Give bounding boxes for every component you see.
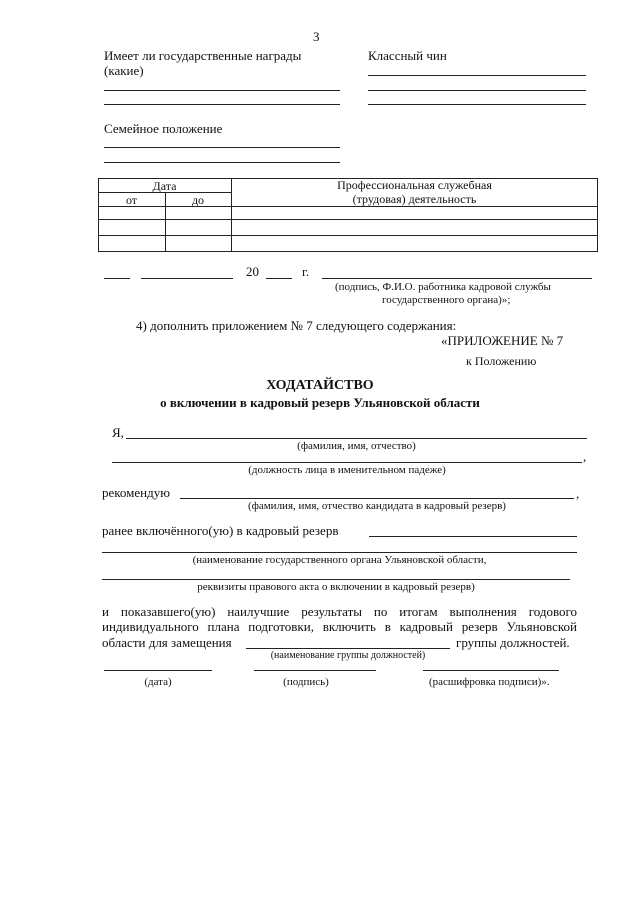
org-line bbox=[102, 552, 577, 553]
paragraph-line-3-end: группы должностей. bbox=[456, 635, 570, 650]
org-caption: (наименование государственного органа Ульяновской области, bbox=[192, 554, 487, 566]
fio-caption: (фамилия, имя, отчество) bbox=[297, 440, 416, 452]
act-caption: реквизиты правового акта о включении в кадровый резерв) bbox=[197, 581, 475, 593]
table-to-header: до bbox=[191, 193, 205, 207]
class-rank-label: Классный чин bbox=[368, 48, 447, 63]
table-row-line-2 bbox=[98, 235, 598, 236]
awards-label-sub: (какие) bbox=[104, 63, 144, 78]
hr-signature-caption-2: государственного органа)»; bbox=[382, 294, 511, 306]
awards-line-2 bbox=[104, 104, 340, 105]
day-line bbox=[104, 278, 130, 279]
position-line bbox=[112, 462, 582, 463]
candidate-line bbox=[180, 498, 574, 499]
hr-signature-caption-1: (подпись, Ф.И.О. работника кадровой службы bbox=[335, 281, 551, 293]
table-activity-header: Профессиональная служебная bbox=[337, 178, 492, 192]
decoding-caption: (расшифровка подписи)». bbox=[429, 676, 550, 688]
month-line bbox=[141, 278, 233, 279]
included-line bbox=[369, 536, 577, 537]
year-suffix: г. bbox=[302, 264, 310, 279]
candidate-comma: , bbox=[576, 486, 580, 501]
year-prefix: 20 bbox=[246, 264, 259, 279]
i-label: Я, bbox=[112, 425, 124, 440]
included-label: ранее включённого(ую) в кадровый резерв bbox=[102, 523, 339, 538]
document-subtitle: о включении в кадровый резерв Ульяновской области bbox=[160, 395, 480, 410]
to-regulation-label: к Положению bbox=[466, 354, 537, 368]
appendix-label: «ПРИЛОЖЕНИЕ № 7 bbox=[441, 333, 564, 348]
date-line bbox=[104, 670, 212, 671]
act-line bbox=[102, 579, 570, 580]
recommend-label: рекомендую bbox=[102, 485, 170, 500]
awards-line-1 bbox=[104, 90, 340, 91]
group-caption: (наименование группы должностей) bbox=[270, 650, 426, 661]
paragraph-line-2: индивидуального плана подготовки, включить в кадровый резерв Ульяновской bbox=[102, 619, 577, 634]
class-rank-line-1 bbox=[368, 75, 586, 76]
document-title: ХОДАТАЙСТВО bbox=[266, 378, 374, 393]
candidate-caption: (фамилия, имя, отчество кандидата в кадровый резерв) bbox=[248, 500, 506, 512]
family-line-2 bbox=[104, 162, 340, 163]
family-label: Семейное положение bbox=[104, 121, 223, 136]
class-rank-line-3 bbox=[368, 104, 586, 105]
page-number: 3 bbox=[313, 29, 320, 44]
amendment-text: 4) дополнить приложением № 7 следующего содержания: bbox=[136, 318, 457, 333]
position-caption: (должность лица в именительном падеже) bbox=[248, 464, 446, 476]
position-comma: , bbox=[583, 449, 587, 464]
table-date-header: Дата bbox=[152, 179, 177, 193]
paragraph-line-1: и показавшего(ую) наилучшие результаты по итогам выполнения годового bbox=[102, 604, 577, 619]
paragraph-line-3-start: области для замещения bbox=[102, 635, 232, 650]
signature-caption: (подпись) bbox=[283, 676, 329, 688]
year-line bbox=[266, 278, 292, 279]
hr-signature-line bbox=[322, 278, 592, 279]
group-line bbox=[246, 648, 450, 649]
awards-label: Имеет ли государственные награды bbox=[104, 48, 302, 63]
signature-line bbox=[254, 670, 376, 671]
fio-line bbox=[126, 438, 587, 439]
date-caption: (дата) bbox=[144, 676, 172, 688]
family-line-1 bbox=[104, 147, 340, 148]
table-activity-header-sub: (трудовая) деятельность bbox=[352, 192, 477, 206]
table-row-line-1 bbox=[98, 219, 598, 220]
decoding-line bbox=[423, 670, 559, 671]
table-from-header: от bbox=[125, 193, 138, 207]
class-rank-line-2 bbox=[368, 90, 586, 91]
